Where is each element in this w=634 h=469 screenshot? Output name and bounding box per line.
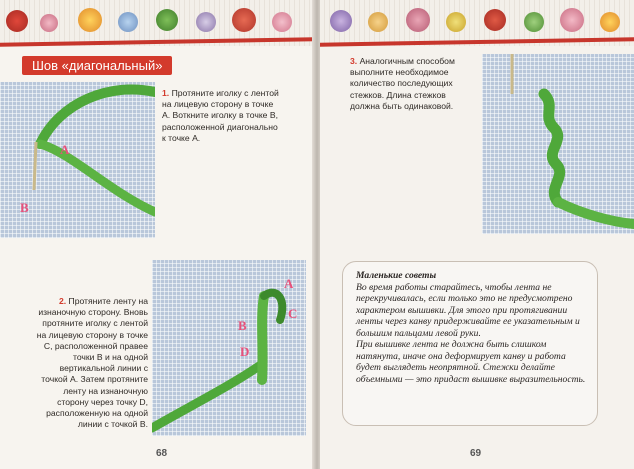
step-3-number: 3. <box>350 56 358 66</box>
tips-paragraph-1: Во время работы старайтесь, чтобы лента не перекручивалась, если только это не предусмотрено характером вышивки. Для этого при протягивании ленты через канву придерживайте ее указательным и большим пальцами левой руки. <box>356 281 580 339</box>
step-2-number: 2. <box>58 296 67 306</box>
figure-2-ribbon <box>152 260 306 436</box>
floral-header-band <box>320 0 634 46</box>
flower-decoration <box>40 14 58 32</box>
flower-decoration <box>406 8 430 32</box>
step-3-body: Аналогичным способом выполните необходимое количество последующих стежков. Длина стежков должна быть одинаковой. <box>350 56 455 111</box>
tips-title: Маленькие советы <box>356 270 437 281</box>
red-ribbon-decoration <box>320 37 634 46</box>
step-1-text <box>162 88 280 144</box>
flower-decoration <box>232 8 256 32</box>
figure-3-canvas <box>482 54 634 234</box>
flower-decoration <box>6 10 28 32</box>
flower-decoration <box>78 8 102 32</box>
page-number-right: 69 <box>470 448 482 459</box>
flower-decoration <box>272 12 292 32</box>
point-label-b-fig2: B <box>238 318 247 333</box>
point-label-c-fig2: C <box>288 306 298 321</box>
flower-decoration <box>330 10 352 32</box>
flower-decoration <box>196 12 216 32</box>
flower-decoration <box>484 9 506 31</box>
step-1-number: 1. <box>162 88 170 98</box>
figure-2-canvas <box>152 260 306 436</box>
flower-decoration <box>524 12 544 32</box>
point-label-a-fig2: A <box>284 276 294 291</box>
step-2-body: Протяните ленту на изнаночную сторону. Вновь протяните иголку с лентой на лицевую сторону в точке C, расположенной правее точки B и на одной вертикальной линии с точкой A. Затем протяните ленту на изнаночную сторону через точку D, расположенную на одной линии с точкой B. <box>36 296 148 430</box>
step-1-body: Протяните иголку с лентой на лицевую сторону в точке A. Воткните иголку в точке B, расположенной диагонально к точке A. <box>162 88 279 143</box>
page-number-left: 68 <box>156 448 168 459</box>
flower-decoration <box>560 8 584 32</box>
tips-paragraph-2: При вышивке лента не должна быть слишком натянута, иначе она деформирует канву и работа будет выглядеть неопрятной. Стежки делайте объемными — это придаст вышивке выразительность. <box>356 339 586 385</box>
left-page <box>0 0 314 469</box>
floral-header-band <box>0 0 314 46</box>
tips-content <box>356 270 592 385</box>
flower-decoration <box>446 12 466 32</box>
point-label-d-fig2: D <box>240 344 250 359</box>
red-ribbon-decoration <box>0 37 314 46</box>
point-label-a: A <box>60 142 70 157</box>
figure-3-ribbon <box>482 54 634 234</box>
point-label-b: B <box>20 200 29 215</box>
flower-decoration <box>368 12 388 32</box>
step-3-text <box>350 56 478 112</box>
flower-decoration <box>156 9 178 31</box>
flower-decoration <box>600 12 620 32</box>
section-title: Шов «диагональный» <box>22 56 172 75</box>
flower-decoration <box>118 12 138 32</box>
step-2-text <box>36 296 148 430</box>
